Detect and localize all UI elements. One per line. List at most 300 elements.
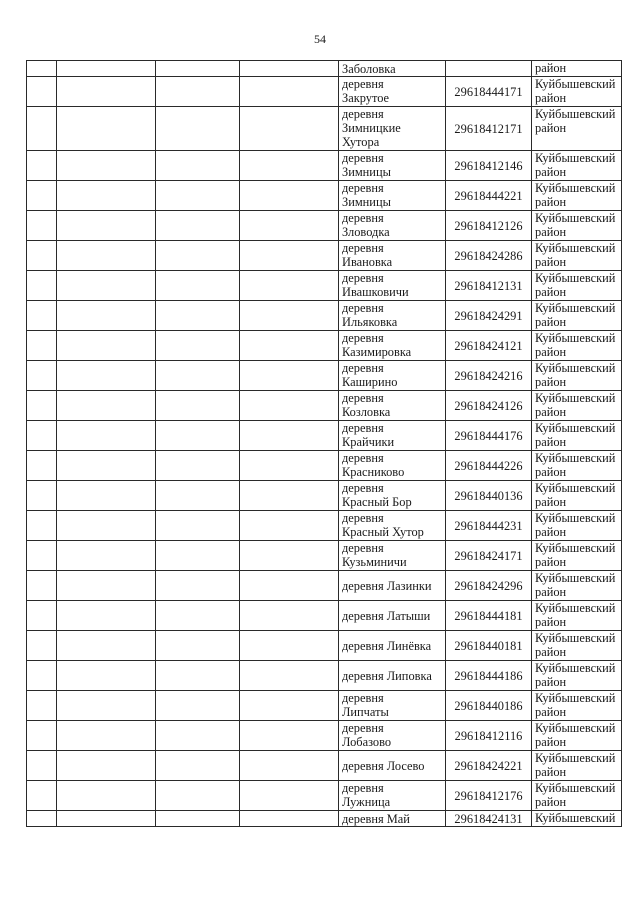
settlement-name-line: Хутора bbox=[342, 135, 380, 149]
empty-cell bbox=[156, 661, 240, 691]
empty-cell bbox=[57, 241, 156, 271]
settlement-name-cell bbox=[339, 301, 446, 331]
settlement-name-cell bbox=[339, 511, 446, 541]
empty-cell bbox=[57, 481, 156, 511]
empty-cell bbox=[27, 631, 57, 661]
empty-cell bbox=[27, 77, 57, 107]
table-row bbox=[27, 361, 622, 391]
empty-cell bbox=[27, 61, 57, 77]
district-cell bbox=[532, 661, 622, 691]
settlement-name-line: деревня bbox=[342, 107, 384, 121]
district-line: Куйбышевский bbox=[535, 107, 616, 121]
settlement-name-line: деревня bbox=[342, 451, 384, 465]
settlement-name-line: деревня Линёвка bbox=[342, 638, 432, 653]
district-line: район bbox=[535, 91, 567, 105]
district-line: район bbox=[535, 165, 567, 179]
settlement-name-cell bbox=[339, 151, 446, 181]
table-row bbox=[27, 631, 622, 661]
settlement-name-line: деревня Латыши bbox=[342, 608, 431, 623]
empty-cell bbox=[240, 721, 339, 751]
empty-cell bbox=[27, 151, 57, 181]
table-row bbox=[27, 721, 622, 751]
district-cell bbox=[532, 451, 622, 481]
district-line: Куйбышевский bbox=[535, 151, 616, 165]
district-cell bbox=[532, 541, 622, 571]
district-line: Куйбышевский bbox=[535, 331, 616, 345]
settlement-name-line: Зловодка bbox=[342, 225, 390, 239]
table-row bbox=[27, 211, 622, 241]
empty-cell bbox=[240, 77, 339, 107]
settlement-name-line: деревня Май bbox=[342, 811, 410, 826]
empty-cell bbox=[27, 691, 57, 721]
settlement-name-line: деревня bbox=[342, 151, 384, 165]
settlement-name-line: Кузьминичи bbox=[342, 555, 407, 569]
table-row bbox=[27, 151, 622, 181]
settlement-name-cell bbox=[339, 481, 446, 511]
empty-cell bbox=[156, 451, 240, 481]
table-row bbox=[27, 451, 622, 481]
empty-cell bbox=[27, 301, 57, 331]
table-row bbox=[27, 481, 622, 511]
oktmo-code-cell: 29618412146 bbox=[446, 151, 532, 181]
settlement-name-line: Ивашковичи bbox=[342, 285, 409, 299]
settlement-name-cell bbox=[339, 571, 446, 601]
table-row bbox=[27, 541, 622, 571]
empty-cell bbox=[57, 781, 156, 811]
district-cell bbox=[532, 481, 622, 511]
district-line: район bbox=[535, 345, 567, 359]
district-cell bbox=[532, 691, 622, 721]
district-cell bbox=[532, 361, 622, 391]
district-line: Куйбышевский bbox=[535, 241, 616, 255]
settlement-name-line: деревня bbox=[342, 541, 384, 555]
settlement-name-cell bbox=[339, 661, 446, 691]
settlement-name-line: Красниково bbox=[342, 465, 405, 479]
district-line: Куйбышевский bbox=[535, 811, 616, 825]
settlements-table bbox=[26, 60, 622, 827]
district-cell bbox=[532, 811, 622, 827]
empty-cell bbox=[240, 511, 339, 541]
empty-cell bbox=[156, 391, 240, 421]
empty-cell bbox=[156, 481, 240, 511]
district-line: Куйбышевский bbox=[535, 77, 616, 91]
district-line: Куйбышевский bbox=[535, 211, 616, 225]
settlement-name-line: Заболовка bbox=[342, 61, 396, 76]
district-line: Куйбышевский bbox=[535, 691, 616, 705]
settlement-name-line: деревня bbox=[342, 271, 384, 285]
settlement-name-line: деревня bbox=[342, 211, 384, 225]
district-cell bbox=[532, 571, 622, 601]
settlement-name-cell bbox=[339, 241, 446, 271]
oktmo-code-cell: 29618424126 bbox=[446, 391, 532, 421]
oktmo-code-cell: 29618424216 bbox=[446, 361, 532, 391]
empty-cell bbox=[156, 77, 240, 107]
empty-cell bbox=[27, 241, 57, 271]
empty-cell bbox=[240, 61, 339, 77]
district-cell bbox=[532, 241, 622, 271]
empty-cell bbox=[240, 631, 339, 661]
oktmo-code-cell: 29618412176 bbox=[446, 781, 532, 811]
empty-cell bbox=[57, 751, 156, 781]
district-cell bbox=[532, 721, 622, 751]
table-row bbox=[27, 301, 622, 331]
empty-cell bbox=[57, 211, 156, 241]
settlement-name-line: Каширино bbox=[342, 375, 398, 389]
oktmo-code-cell: 29618412131 bbox=[446, 271, 532, 301]
empty-cell bbox=[156, 241, 240, 271]
oktmo-code-cell bbox=[446, 61, 532, 77]
empty-cell bbox=[156, 601, 240, 631]
district-line: Куйбышевский bbox=[535, 511, 616, 525]
empty-cell bbox=[156, 751, 240, 781]
district-line: Куйбышевский bbox=[535, 571, 616, 585]
settlement-name-line: деревня Липовка bbox=[342, 668, 432, 683]
table-row bbox=[27, 181, 622, 211]
settlement-name-cell bbox=[339, 181, 446, 211]
settlement-name-line: Красный Хутор bbox=[342, 525, 424, 539]
empty-cell bbox=[240, 601, 339, 631]
settlement-name-cell bbox=[339, 691, 446, 721]
settlement-name-line: деревня bbox=[342, 361, 384, 375]
oktmo-code-cell: 29618444226 bbox=[446, 451, 532, 481]
district-cell bbox=[532, 631, 622, 661]
empty-cell bbox=[27, 481, 57, 511]
district-line: район bbox=[535, 615, 567, 629]
empty-cell bbox=[156, 691, 240, 721]
table-body bbox=[27, 61, 622, 827]
empty-cell bbox=[57, 271, 156, 301]
settlement-name-line: деревня bbox=[342, 781, 384, 795]
empty-cell bbox=[57, 631, 156, 661]
empty-cell bbox=[240, 691, 339, 721]
district-cell bbox=[532, 331, 622, 361]
table-row bbox=[27, 661, 622, 691]
settlement-name-line: Лужница bbox=[342, 795, 391, 809]
settlement-name-line: деревня bbox=[342, 241, 384, 255]
district-line: Куйбышевский bbox=[535, 361, 616, 375]
district-cell bbox=[532, 181, 622, 211]
oktmo-code-cell: 29618444181 bbox=[446, 601, 532, 631]
empty-cell bbox=[57, 571, 156, 601]
oktmo-code-cell: 29618412171 bbox=[446, 107, 532, 151]
oktmo-code-cell: 29618424131 bbox=[446, 811, 532, 827]
district-cell bbox=[532, 601, 622, 631]
oktmo-code-cell: 29618424296 bbox=[446, 571, 532, 601]
empty-cell bbox=[240, 781, 339, 811]
empty-cell bbox=[240, 481, 339, 511]
empty-cell bbox=[57, 391, 156, 421]
empty-cell bbox=[240, 301, 339, 331]
empty-cell bbox=[57, 541, 156, 571]
empty-cell bbox=[57, 181, 156, 211]
settlement-name-line: деревня bbox=[342, 721, 384, 735]
oktmo-code-cell: 29618424121 bbox=[446, 331, 532, 361]
settlement-name-line: Закрутое bbox=[342, 91, 390, 105]
empty-cell bbox=[27, 331, 57, 361]
oktmo-code-cell: 29618412126 bbox=[446, 211, 532, 241]
district-line: район bbox=[535, 121, 567, 135]
empty-cell bbox=[57, 811, 156, 827]
empty-cell bbox=[57, 107, 156, 151]
district-line: Куйбышевский bbox=[535, 391, 616, 405]
empty-cell bbox=[156, 811, 240, 827]
district-line: район bbox=[535, 735, 567, 749]
district-cell bbox=[532, 751, 622, 781]
empty-cell bbox=[27, 271, 57, 301]
settlement-name-line: деревня bbox=[342, 331, 384, 345]
empty-cell bbox=[156, 571, 240, 601]
district-cell bbox=[532, 77, 622, 107]
empty-cell bbox=[27, 751, 57, 781]
empty-cell bbox=[240, 391, 339, 421]
settlement-name-line: деревня bbox=[342, 181, 384, 195]
empty-cell bbox=[240, 451, 339, 481]
empty-cell bbox=[57, 61, 156, 77]
empty-cell bbox=[27, 661, 57, 691]
empty-cell bbox=[240, 107, 339, 151]
empty-cell bbox=[57, 151, 156, 181]
oktmo-code-cell: 29618440136 bbox=[446, 481, 532, 511]
settlement-name-cell bbox=[339, 77, 446, 107]
table-row bbox=[27, 811, 622, 827]
oktmo-code-cell: 29618444186 bbox=[446, 661, 532, 691]
empty-cell bbox=[156, 301, 240, 331]
empty-cell bbox=[57, 601, 156, 631]
settlement-name-line: Казимировка bbox=[342, 345, 412, 359]
oktmo-code-cell: 29618424171 bbox=[446, 541, 532, 571]
empty-cell bbox=[27, 721, 57, 751]
district-line: район bbox=[535, 195, 567, 209]
district-line: Куйбышевский bbox=[535, 301, 616, 315]
oktmo-code-cell: 29618424291 bbox=[446, 301, 532, 331]
empty-cell bbox=[240, 331, 339, 361]
empty-cell bbox=[240, 181, 339, 211]
settlement-name-line: деревня bbox=[342, 481, 384, 495]
empty-cell bbox=[156, 721, 240, 751]
district-line: Куйбышевский bbox=[535, 631, 616, 645]
table-row bbox=[27, 781, 622, 811]
empty-cell bbox=[57, 691, 156, 721]
empty-cell bbox=[240, 361, 339, 391]
settlement-name-line: Красный Бор bbox=[342, 495, 412, 509]
oktmo-code-cell: 29618444171 bbox=[446, 77, 532, 107]
empty-cell bbox=[27, 211, 57, 241]
settlement-name-cell bbox=[339, 811, 446, 827]
settlement-name-cell bbox=[339, 631, 446, 661]
settlement-name-line: Зимницкие bbox=[342, 121, 401, 135]
district-line: район bbox=[535, 315, 567, 329]
oktmo-code-cell: 29618424221 bbox=[446, 751, 532, 781]
district-line: район bbox=[535, 555, 567, 569]
empty-cell bbox=[27, 361, 57, 391]
oktmo-code-cell: 29618444231 bbox=[446, 511, 532, 541]
empty-cell bbox=[27, 541, 57, 571]
settlement-name-cell bbox=[339, 421, 446, 451]
district-line: Куйбышевский bbox=[535, 541, 616, 555]
district-line: район bbox=[535, 435, 567, 449]
district-cell bbox=[532, 271, 622, 301]
settlement-name-line: Ивановка bbox=[342, 255, 393, 269]
table-row bbox=[27, 751, 622, 781]
district-line: Куйбышевский bbox=[535, 421, 616, 435]
empty-cell bbox=[156, 361, 240, 391]
settlement-name-cell bbox=[339, 331, 446, 361]
empty-cell bbox=[27, 391, 57, 421]
district-line: Куйбышевский bbox=[535, 271, 616, 285]
table-row bbox=[27, 691, 622, 721]
table-row bbox=[27, 241, 622, 271]
empty-cell bbox=[156, 181, 240, 211]
empty-cell bbox=[156, 107, 240, 151]
empty-cell bbox=[57, 421, 156, 451]
empty-cell bbox=[27, 811, 57, 827]
district-cell bbox=[532, 107, 622, 151]
empty-cell bbox=[156, 331, 240, 361]
district-line: район bbox=[535, 285, 567, 299]
empty-cell bbox=[57, 331, 156, 361]
settlement-name-line: деревня Лазинки bbox=[342, 578, 432, 593]
district-line: район bbox=[535, 645, 567, 659]
empty-cell bbox=[27, 571, 57, 601]
oktmo-code-cell: 29618444221 bbox=[446, 181, 532, 211]
oktmo-code-cell: 29618412116 bbox=[446, 721, 532, 751]
district-line: Куйбышевский bbox=[535, 721, 616, 735]
table-row bbox=[27, 271, 622, 301]
district-line: район bbox=[535, 255, 567, 269]
empty-cell bbox=[156, 511, 240, 541]
table-row bbox=[27, 511, 622, 541]
empty-cell bbox=[156, 151, 240, 181]
table-row bbox=[27, 601, 622, 631]
table-row bbox=[27, 61, 622, 77]
empty-cell bbox=[27, 107, 57, 151]
district-cell bbox=[532, 511, 622, 541]
oktmo-code-cell: 29618440186 bbox=[446, 691, 532, 721]
district-line: Куйбышевский bbox=[535, 751, 616, 765]
district-cell bbox=[532, 151, 622, 181]
empty-cell bbox=[240, 571, 339, 601]
table-row bbox=[27, 331, 622, 361]
district-cell bbox=[532, 391, 622, 421]
settlement-name-line: Липчаты bbox=[342, 705, 389, 719]
district-line: район bbox=[535, 675, 567, 689]
settlement-name-cell bbox=[339, 751, 446, 781]
district-line: Куйбышевский bbox=[535, 781, 616, 795]
empty-cell bbox=[240, 751, 339, 781]
settlement-name-cell bbox=[339, 451, 446, 481]
empty-cell bbox=[240, 541, 339, 571]
district-line: район bbox=[535, 465, 567, 479]
empty-cell bbox=[156, 271, 240, 301]
empty-cell bbox=[27, 601, 57, 631]
settlement-name-cell bbox=[339, 601, 446, 631]
settlement-name-cell bbox=[339, 391, 446, 421]
district-cell bbox=[532, 421, 622, 451]
settlement-name-cell bbox=[339, 271, 446, 301]
district-line: район bbox=[535, 585, 567, 599]
empty-cell bbox=[156, 211, 240, 241]
district-line: Куйбышевский bbox=[535, 601, 616, 615]
empty-cell bbox=[156, 541, 240, 571]
district-line: Куйбышевский bbox=[535, 181, 616, 195]
page-number: 54 bbox=[314, 32, 326, 46]
district-line: Куйбышевский bbox=[535, 661, 616, 675]
settlement-name-cell bbox=[339, 781, 446, 811]
settlement-name-line: деревня Лосево bbox=[342, 758, 425, 773]
district-line: район bbox=[535, 405, 567, 419]
empty-cell bbox=[27, 781, 57, 811]
empty-cell bbox=[27, 451, 57, 481]
empty-cell bbox=[156, 631, 240, 661]
district-cell bbox=[532, 781, 622, 811]
settlement-name-line: Зимницы bbox=[342, 165, 391, 179]
table-row bbox=[27, 107, 622, 151]
empty-cell bbox=[57, 511, 156, 541]
district-line: район bbox=[535, 525, 567, 539]
empty-cell bbox=[240, 811, 339, 827]
oktmo-code-cell: 29618440181 bbox=[446, 631, 532, 661]
district-cell bbox=[532, 301, 622, 331]
empty-cell bbox=[156, 61, 240, 77]
settlement-name-cell bbox=[339, 541, 446, 571]
table-row bbox=[27, 421, 622, 451]
empty-cell bbox=[240, 241, 339, 271]
empty-cell bbox=[27, 181, 57, 211]
empty-cell bbox=[240, 661, 339, 691]
settlement-name-line: Крайчики bbox=[342, 435, 395, 449]
district-line: район bbox=[535, 375, 567, 389]
empty-cell bbox=[57, 721, 156, 751]
settlement-name-line: Зимницы bbox=[342, 195, 391, 209]
oktmo-code-cell: 29618444176 bbox=[446, 421, 532, 451]
settlement-name-cell bbox=[339, 61, 446, 77]
settlement-name-cell bbox=[339, 211, 446, 241]
oktmo-code-cell: 29618424286 bbox=[446, 241, 532, 271]
empty-cell bbox=[27, 421, 57, 451]
empty-cell bbox=[57, 77, 156, 107]
empty-cell bbox=[57, 451, 156, 481]
settlement-name-line: Ильяковка bbox=[342, 315, 398, 329]
district-line: район bbox=[535, 705, 567, 719]
district-line: Куйбышевский bbox=[535, 481, 616, 495]
empty-cell bbox=[27, 511, 57, 541]
district-cell bbox=[532, 211, 622, 241]
empty-cell bbox=[240, 271, 339, 301]
district-line: район bbox=[535, 225, 567, 239]
settlement-name-cell bbox=[339, 361, 446, 391]
empty-cell bbox=[57, 301, 156, 331]
empty-cell bbox=[57, 661, 156, 691]
empty-cell bbox=[156, 781, 240, 811]
settlement-name-line: деревня bbox=[342, 391, 384, 405]
settlement-name-line: деревня bbox=[342, 511, 384, 525]
empty-cell bbox=[240, 421, 339, 451]
settlement-name-line: деревня bbox=[342, 77, 384, 91]
settlement-name-line: деревня bbox=[342, 421, 384, 435]
settlement-name-line: Лобазово bbox=[342, 735, 392, 749]
settlement-name-cell bbox=[339, 107, 446, 151]
district-line: Куйбышевский bbox=[535, 451, 616, 465]
table-row bbox=[27, 77, 622, 107]
settlement-name-line: деревня bbox=[342, 691, 384, 705]
district-line: район bbox=[535, 765, 567, 779]
district-line: район bbox=[535, 795, 567, 809]
district-line: район bbox=[535, 61, 567, 75]
settlement-name-cell bbox=[339, 721, 446, 751]
empty-cell bbox=[57, 361, 156, 391]
district-line: район bbox=[535, 495, 567, 509]
empty-cell bbox=[240, 151, 339, 181]
